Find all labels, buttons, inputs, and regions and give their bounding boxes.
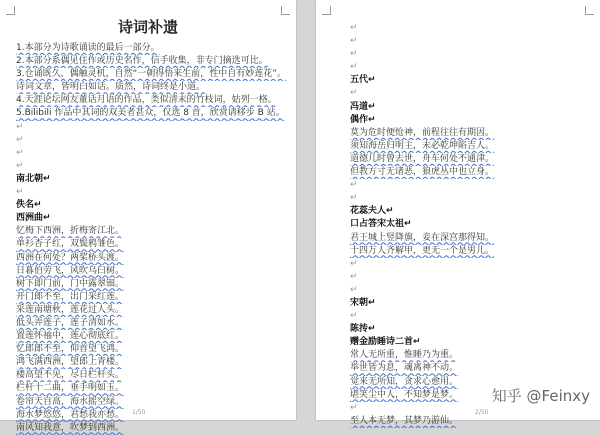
paragraph-mark: ↵: [350, 402, 358, 413]
text-line: 君王城上竖降旗，妾在深宫那得知。: [350, 232, 495, 243]
page-number: 1/50: [132, 409, 146, 416]
section-heading: 宋朝↵: [350, 297, 376, 308]
text-line: 4.天涯论坛网友董话月语的作品，类似清末的竹枝词，姑列一格。: [16, 95, 277, 106]
text-line: 栏杆十二曲，垂手明如玉。: [16, 383, 125, 394]
left-page-body[interactable]: [16, 42, 288, 435]
text-line: 莫为危时便怆神，前程往往有期因。: [350, 127, 495, 138]
paragraph-mark: ↵: [350, 180, 358, 191]
page-corner-mark: [6, 6, 15, 15]
section-heading: 偶作↵: [350, 114, 376, 125]
text-line: 2.本部分系偶见住作或历史名作，信手收集，非专门摘选可比。: [16, 56, 268, 67]
paragraph-mark: ↵: [350, 311, 358, 322]
text-line: 日暮伯劳飞，风吹乌臼树。: [16, 265, 125, 276]
paragraph-mark: ↵: [16, 134, 24, 145]
text-line: 低头弄莲子，莲子清如水。: [16, 317, 125, 328]
section-heading: 佚名↵: [16, 200, 42, 211]
text-line: 1.本部分为诗歌诵读的最后一部分。: [16, 43, 160, 53]
text-line: 常人无所重，惟睡乃为重。: [350, 350, 459, 361]
text-line: 十四万人齐解甲，更无一个是男儿。: [350, 245, 495, 256]
paragraph-mark: ↵: [350, 258, 358, 269]
text-line: 单衫杏子红，双鬓鸦雏色。: [16, 239, 125, 250]
page-corner-mark: [322, 6, 331, 15]
paragraph-mark: ↵: [16, 160, 24, 171]
text-line: 忆郎郎不至，仰首望飞鸿。: [16, 344, 125, 355]
paragraph-mark: ↵: [350, 88, 358, 99]
paragraph-mark: ↵: [16, 147, 24, 158]
section-heading: 冯道↵: [350, 101, 376, 112]
watermark: 知乎 @Feinxy: [491, 387, 590, 405]
text-line: 采莲南塘秋，莲花过人头。: [16, 304, 125, 315]
text-line: 但教方寸无诸恶，狼虎丛中也立身。: [350, 167, 495, 178]
text-line: 树下即门前，门中露翠钿。: [16, 278, 125, 289]
section-heading: 口占答宋太祖↵: [350, 219, 412, 230]
text-line: 3.仓诵既久，偶触灵机，自然“一朝得悟来生前，性中自有妙莲花”。: [16, 69, 286, 80]
text-line: 卷帘天自高，海水摇空绿。: [16, 396, 125, 407]
page-corner-mark: [281, 6, 290, 15]
text-line: 5.Bilibili 作品中其词的双美者甚众，仅选 8 首，欣赏请移步 B 站。: [16, 108, 285, 119]
text-line: 置莲怀袖中，莲心彻底红。: [16, 331, 125, 342]
text-line: 楼高望不见，尽日栏杆头。: [16, 370, 125, 381]
text-line: 道德几时曾去世，舟车何处不通津。: [350, 153, 495, 164]
section-heading: 西洲曲↵: [16, 213, 51, 224]
section-heading: 赠金励睡诗二首↵: [350, 337, 421, 348]
section-heading: 花蕊夫人↵: [350, 206, 394, 217]
paragraph-mark: ↵: [350, 36, 358, 47]
document-title: 诗词补遗: [117, 18, 178, 36]
text-line: 海水梦悠悠，君愁我亦愁。: [16, 409, 125, 420]
text-line: 须知海岳归明主，未必乾坤陷吉人。: [350, 140, 495, 151]
section-heading: 五代↵: [350, 75, 376, 86]
section-heading: 南北朝↵: [16, 173, 51, 184]
right-page-body[interactable]: [350, 22, 570, 428]
text-line: 开门郎不至，出门采红莲。: [16, 291, 125, 302]
text-line: 诗词文章，皆明白如话。质然，诗词终是小道。: [16, 82, 206, 93]
paragraph-mark: ↵: [350, 23, 358, 33]
paragraph-mark: ↵: [350, 193, 358, 204]
paragraph-mark: ↵: [16, 121, 24, 132]
paragraph-mark: ↵: [350, 62, 358, 73]
page-number: 2/50: [475, 409, 489, 416]
paragraph-mark: ↵: [350, 284, 358, 295]
page-corner-mark: [585, 6, 594, 15]
paragraph-mark: ↵: [350, 271, 358, 282]
section-heading: 陈抟↵: [350, 324, 376, 335]
text-line: 鸿飞满西洲，望郎上青楼。: [16, 357, 125, 368]
text-line: 堪笑尘中人，不知梦是梦。: [350, 389, 459, 400]
text-line: 南风知我意，吹梦到西洲。: [16, 422, 125, 433]
paragraph-mark: ↵: [16, 187, 24, 198]
text-line: 忆梅下西洲，折梅寄江北。: [16, 226, 125, 237]
text-line: 举世皆为息，魂离神不动。: [350, 363, 459, 374]
text-line: 西洲在何处？两桨桥头渡。: [16, 252, 125, 263]
text-line: 至人本无梦，其梦乃游仙。: [350, 415, 459, 426]
paragraph-mark: ↵: [350, 49, 358, 60]
text-line: 觉来无所知，贪求心愈用。: [350, 376, 459, 387]
